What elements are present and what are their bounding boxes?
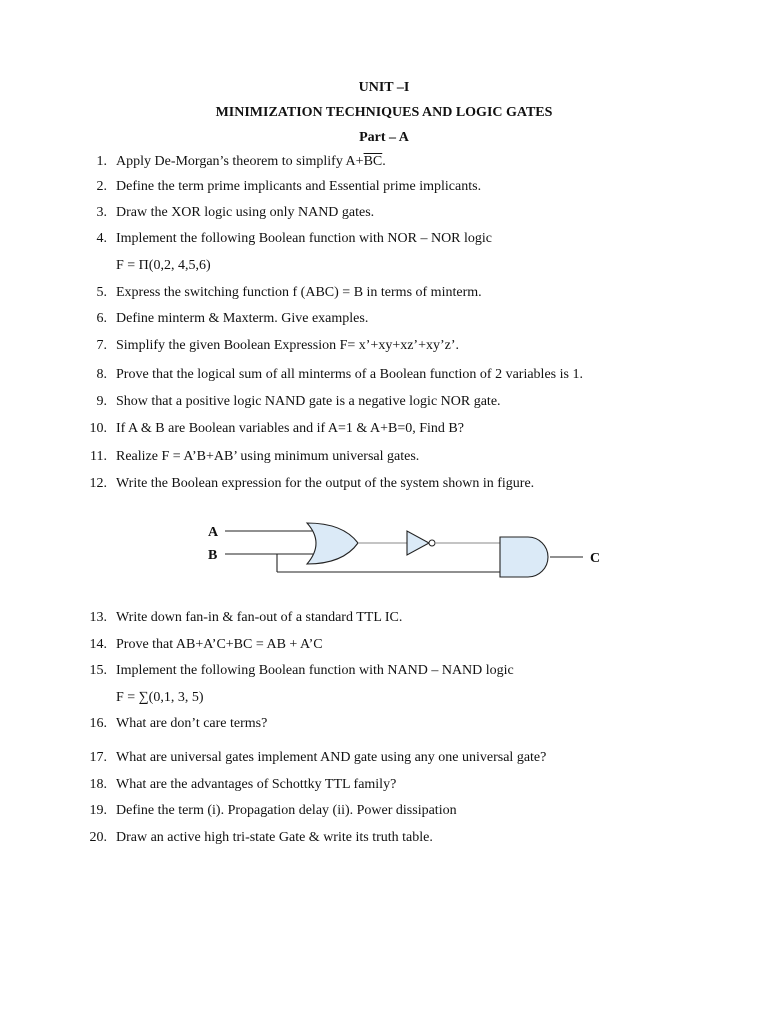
question-text: Apply De-Morgan’s theorem to simplify $A+\overline{BC}$. [116,154,386,169]
input-b-label: B [208,548,218,563]
question-number: 6. [96,311,107,326]
question-number: 15. [89,663,107,678]
question-number: 5. [96,285,107,300]
question-formula: F = Π(0,2, 4,5,6) [116,258,211,273]
question-number: 3. [96,205,107,220]
question-number: 2. [96,179,107,194]
and-gate [500,537,548,577]
question-text: Define the term (i). Propagation delay (ii). Power dissipation [116,803,457,818]
question-number: 1. [96,154,107,169]
question-text: Write down fan-in & fan-out of a standard TTL IC. [116,610,403,625]
question-text: Define the term prime implicants and Essential prime implicants. [116,179,482,194]
question-text: Prove that the logical sum of all minterms of a Boolean function of 2 variables is 1. [116,367,583,382]
question-text: Implement the following Boolean function with NOR – NOR logic [116,231,493,246]
input-a-label: A [208,525,219,540]
question-number: 11. [90,449,107,464]
question-text: Define minterm & Maxterm. Give examples. [116,311,369,326]
question-text: Draw an active high tri-state Gate & write its truth table. [116,830,433,845]
question-number: 7. [96,338,107,353]
logic-circuit-figure [195,512,615,582]
question-number: 8. [96,367,107,382]
question-text: Realize F = A’B+AB’ using minimum universal gates. [116,449,420,464]
question-number: 14. [89,637,107,652]
overline-term: $\overline{BC}$ [363,154,383,169]
question-number: 9. [96,394,107,409]
or-gate [307,523,358,564]
document-title: MINIMIZATION TECHNIQUES AND LOGIC GATES [215,105,553,120]
question-number: 20. [89,830,107,845]
question-number: 12. [89,476,107,491]
question-number: 18. [89,777,107,792]
question-text: Express the switching function f (ABC) = B in terms of minterm. [116,285,482,300]
question-text: Implement the following Boolean function with NAND – NAND logic [116,663,514,678]
question-formula: F = ∑(0,1, 3, 5) [116,690,204,705]
question-number: 19. [89,803,107,818]
unit-heading: UNIT –I [358,80,410,95]
output-c-label: C [590,551,601,566]
question-number: 10. [89,421,107,436]
question-text: Draw the XOR logic using only NAND gates. [116,205,375,220]
question-number: 17. [89,750,107,765]
question-number: 13. [89,610,107,625]
question-number: 4. [96,231,107,246]
question-text: Prove that AB+A’C+BC = AB + A’C [116,637,323,652]
question-text: Show that a positive logic NAND gate is a negative logic NOR gate. [116,394,501,409]
question-text: What are universal gates implement AND gate using any one universal gate? [116,750,547,765]
part-heading: Part – A [359,130,409,145]
question-text: What are the advantages of Schottky TTL family? [116,777,397,792]
not-gate-bubble [429,540,435,546]
question-text: Write the Boolean expression for the output of the system shown in figure. [116,476,535,491]
question-text: What are don’t care terms? [116,716,268,731]
not-gate [407,531,429,555]
question-number: 16. [89,716,107,731]
question-text: Simplify the given Boolean Expression F= x’+xy+xz’+xy’z’. [116,338,460,353]
question-text: If A & B are Boolean variables and if A=1 & A+B=0, Find B? [116,421,464,436]
